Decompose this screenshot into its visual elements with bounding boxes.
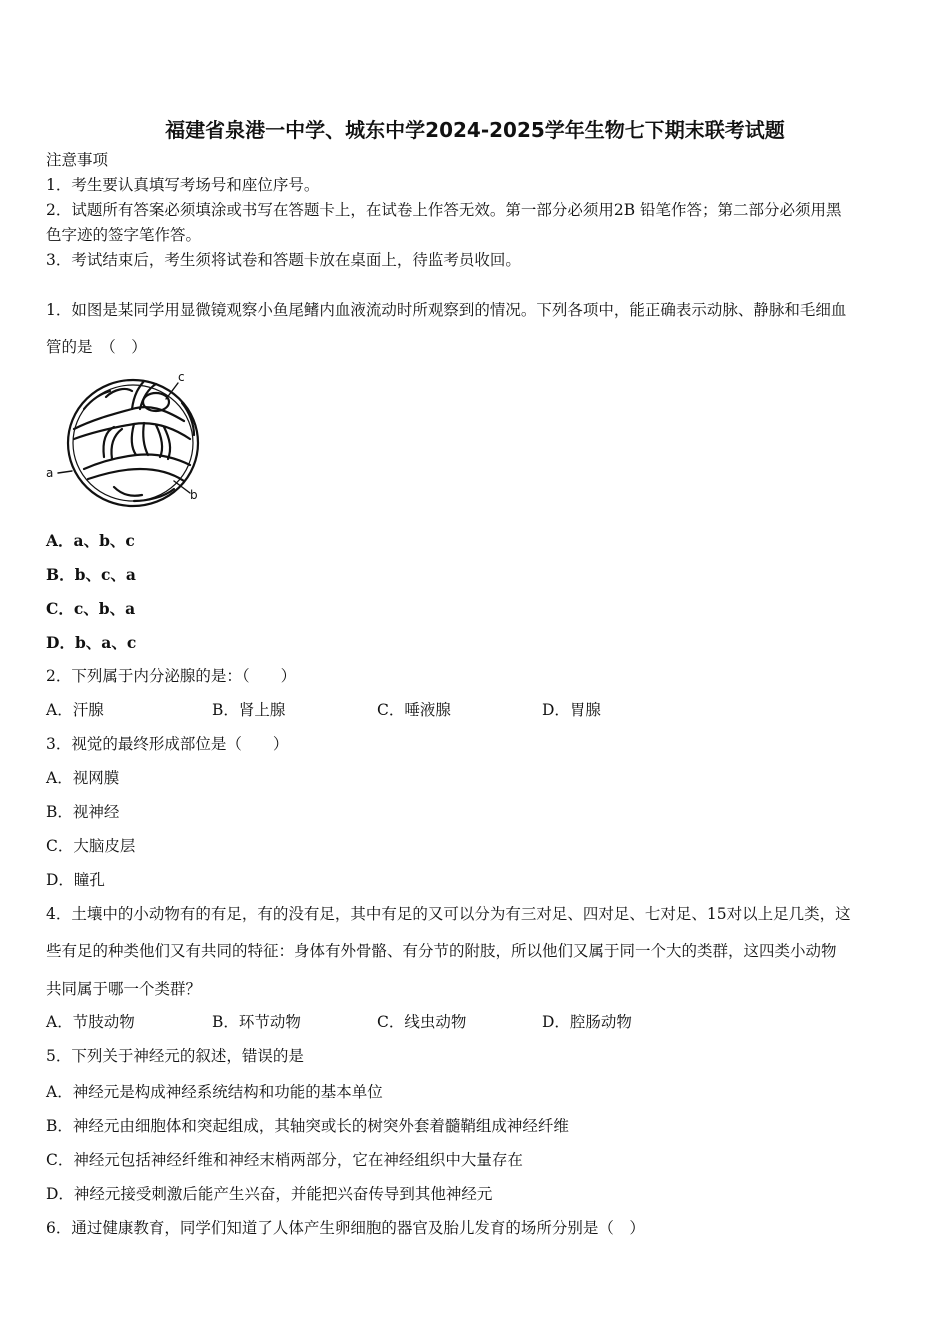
q4-stem-line2: 些有足的种类他们又有共同的特征：身体有外骨骼、有分节的附肢，所以他们又属于同一个大的类群，这四类小动物 [46,942,837,960]
q2-stem: 2．下列属于内分泌腺的是：（ ） [46,667,297,685]
q2-option-c: C．唾液腺 [377,701,451,719]
q1-option-a: A．a、b、c [46,531,135,550]
q1-option-b: B．b、c、a [46,565,136,584]
q3-option-a: A．视网膜 [46,769,120,787]
q4-option-b: B．环节动物 [212,1013,301,1031]
q5-option-b: B．神经元由细胞体和突起组成，其轴突或长的树突外套着髓鞘组成神经纤维 [46,1117,569,1135]
notice-item: 3．考试结束后，考生须将试卷和答题卡放在桌面上，待监考员收回。 [46,251,521,269]
figure-label-b: b [190,488,198,502]
blood-vessel-figure [44,369,204,509]
q5-stem: 5．下列关于神经元的叙述，错误的是 [46,1047,304,1065]
q4-stem-line1: 4．土壤中的小动物有的有足，有的没有足，其中有足的又可以分为有三对足、四对足、七对足、15对以上足几类，这 [46,905,851,923]
figure-label-c: c [178,370,185,384]
q5-option-d: D．神经元接受刺激后能产生兴奋，并能把兴奋传导到其他神经元 [46,1185,493,1203]
q1-option-d: D．b、a、c [46,633,137,652]
notice-item: 色字迹的签字笔作答。 [46,226,202,244]
exam-title: 福建省泉港一中学、城东中学2024-2025学年生物七下期末联考试题 [165,118,785,142]
q5-option-c: C．神经元包括神经纤维和神经末梢两部分，它在神经组织中大量存在 [46,1151,523,1169]
q3-option-d: D．瞳孔 [46,871,105,889]
q1-option-c: C．c、b、a [46,599,136,618]
q1-stem-line2: 管的是 （ ） [46,338,147,356]
q4-option-c: C．线虫动物 [377,1013,467,1031]
q2-option-a: A．汗腺 [46,701,104,719]
q3-option-c: C．大脑皮层 [46,837,136,855]
q4-option-a: A．节肢动物 [46,1013,135,1031]
q5-option-a: A．神经元是构成神经系统结构和功能的基本单位 [46,1083,383,1101]
q3-stem: 3．视觉的最终形成部位是（ ） [46,735,289,753]
q3-option-b: B．视神经 [46,803,120,821]
q4-option-d: D．腔肠动物 [542,1013,632,1031]
notice-item: 1．考生要认真填写考场号和座位序号。 [46,176,320,194]
figure-label-a: a [46,466,54,480]
q4-stem-line3: 共同属于哪一个类群？ [46,980,202,998]
notice-heading: 注意事项 [46,151,109,169]
q1-stem-line1: 1．如图是某同学用显微镜观察小鱼尾鳍内血液流动时所观察到的情况。下列各项中，能正确表示动脉、静脉和毛细血 [46,301,847,319]
q2-option-d: D．胃腺 [542,701,601,719]
q2-option-b: B．肾上腺 [212,701,286,719]
notice-item: 2．试题所有答案必须填涂或书写在答题卡上，在试卷上作答无效。第一部分必须用2B 铅笔作答；第二部分必须用黑 [46,201,842,219]
q6-stem: 6．通过健康教育，同学们知道了人体产生卵细胞的器官及胎儿发育的场所分别是（ ） [46,1219,645,1237]
